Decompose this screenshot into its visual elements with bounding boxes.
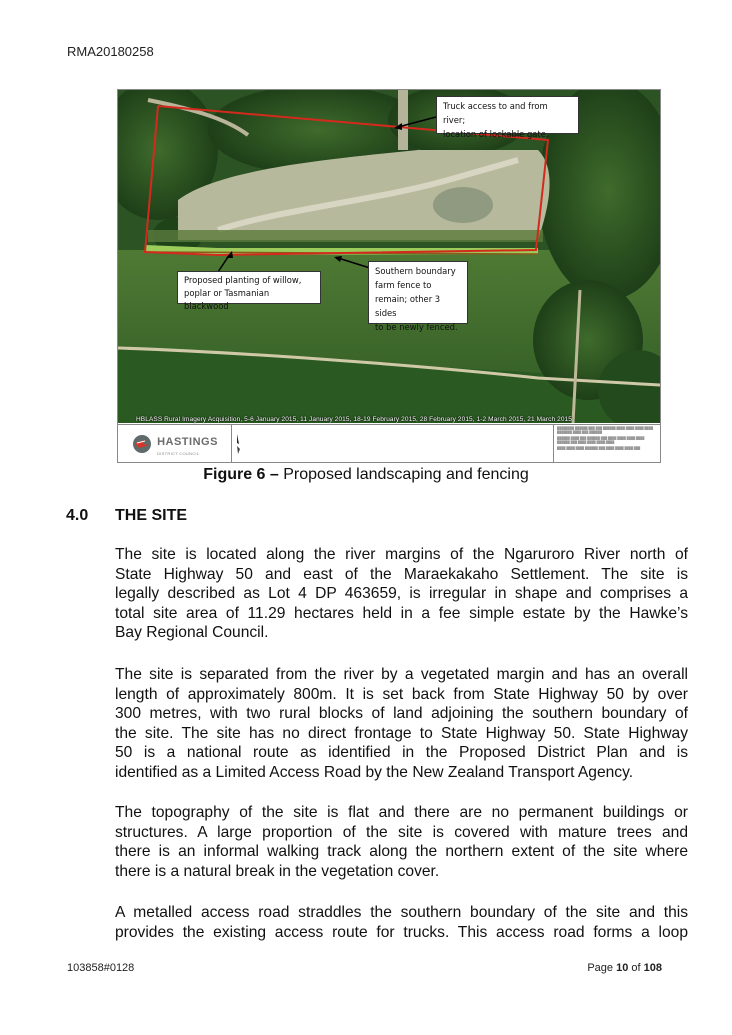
text-line: the site. The site has no direct frontage to State Highway 50. State Highway (115, 724, 688, 742)
text-line: 50 is a national route as identified in the Proposed District Plan and is (115, 744, 688, 761)
hastings-logo-icon (131, 434, 153, 454)
paragraph-setting (115, 665, 688, 782)
page-prefix: Page (587, 962, 617, 974)
site-aerial-figure (117, 89, 661, 463)
callout-truck-access (436, 96, 579, 139)
callout-line: remain; other 3 sides (375, 294, 441, 318)
callout-line: to be newly fenced. (375, 322, 458, 332)
callout-planting (177, 271, 321, 311)
council-logo (118, 425, 232, 463)
text-line: A metalled access road straddles the southern boundary of the site and this (115, 904, 688, 921)
section-title: THE SITE (115, 507, 188, 524)
logo-name: HASTINGS (157, 436, 218, 448)
caption-text: Proposed landscaping and fencing (278, 466, 529, 483)
callout-southern-boundary (368, 261, 468, 332)
disclaimer-line: ████ ████ ████ ██████ ███ ████ ████ ████ ███ (557, 446, 641, 450)
text-line: legally described as Lot 4 DP 463659, is irregular in shape and comprises a (115, 585, 688, 602)
map-disclaimer-notes (553, 425, 660, 463)
north-arrow-cell (232, 425, 457, 463)
caption-label: Figure 6 – (203, 466, 279, 483)
paragraph-location (115, 545, 688, 643)
imagery-credit: HBLASS Rural Imagery Acquisition, 5-6 January 2015, 11 January 2015, 18-19 February 2015, 28 February 2015, 1-2 March 2015, 21 March 2015 (136, 416, 572, 423)
page-separator: of (628, 962, 644, 974)
page-current: 10 (616, 962, 629, 974)
text-line: there is a natural break in the vegetation cover. (115, 862, 440, 880)
text-line: length of approximately 800m. It is set back from State Highway 50 by over (115, 685, 688, 703)
text-line: State Highway 50 and east of the Maraekakaho Settlement. The site is (115, 565, 688, 583)
document-reference: RMA20180258 (67, 44, 154, 59)
section-number: 4.0 (66, 507, 89, 524)
callout-line: farm fence to (375, 280, 432, 290)
text-line: total site area of 11.29 hectares held in a fee simple estate by the Hawke’s (115, 604, 688, 622)
aerial-map (118, 90, 660, 423)
text-line: 300 metres, with two rural blocks of land adjoining the southern boundary of (115, 705, 688, 722)
text-line: The site is located along the river margins of the Ngaruroro River north of (115, 546, 688, 563)
callout-line: Southern boundary (375, 266, 456, 276)
text-line: The site is separated from the river by a vegetated margin and has an overall (115, 666, 688, 683)
text-line: Bay Regional Council. (115, 624, 269, 641)
map-legend-bar (118, 424, 660, 463)
disclaimer-line: ████████ ██████ ███ ███ ██████ ████ ████ ████ ████ ███████ ████ ███ ██████ (557, 426, 653, 434)
callout-line: poplar or Tasmanian blackwood (184, 288, 270, 311)
logo-subtitle: DISTRICT COUNCIL (157, 451, 200, 456)
text-line: The topography of the site is flat and there are no permanent buildings or (115, 804, 688, 821)
paragraph-access-road (115, 903, 688, 942)
north-arrow-icon (234, 434, 242, 456)
text-line: provides the existing access route for trucks. This access road forms a loop (115, 923, 688, 941)
callout-line: location of lockable gate. (443, 129, 549, 139)
text-line: there is an informal walking track along the northern extent of the site where (115, 843, 688, 860)
paragraph-topography (115, 803, 688, 881)
figure-caption (0, 466, 732, 484)
footer-document-id: 103858#0128 (67, 962, 135, 974)
disclaimer-line: ██████ ████ ███ ██████ ███ ████ ████ ████ ████ ██████ ███ ████ ████ ████ ████ (557, 436, 645, 444)
footer-page-number (587, 962, 662, 974)
text-line: structures. A large proportion of the site is covered with mature trees and (115, 823, 688, 841)
callout-line: Truck access to and from river; (443, 101, 548, 125)
page-total: 108 (643, 962, 662, 974)
text-line: identified as a Limited Access Road by the New Zealand Transport Agency. (115, 763, 634, 781)
callout-line: Proposed planting of willow, (184, 275, 302, 285)
